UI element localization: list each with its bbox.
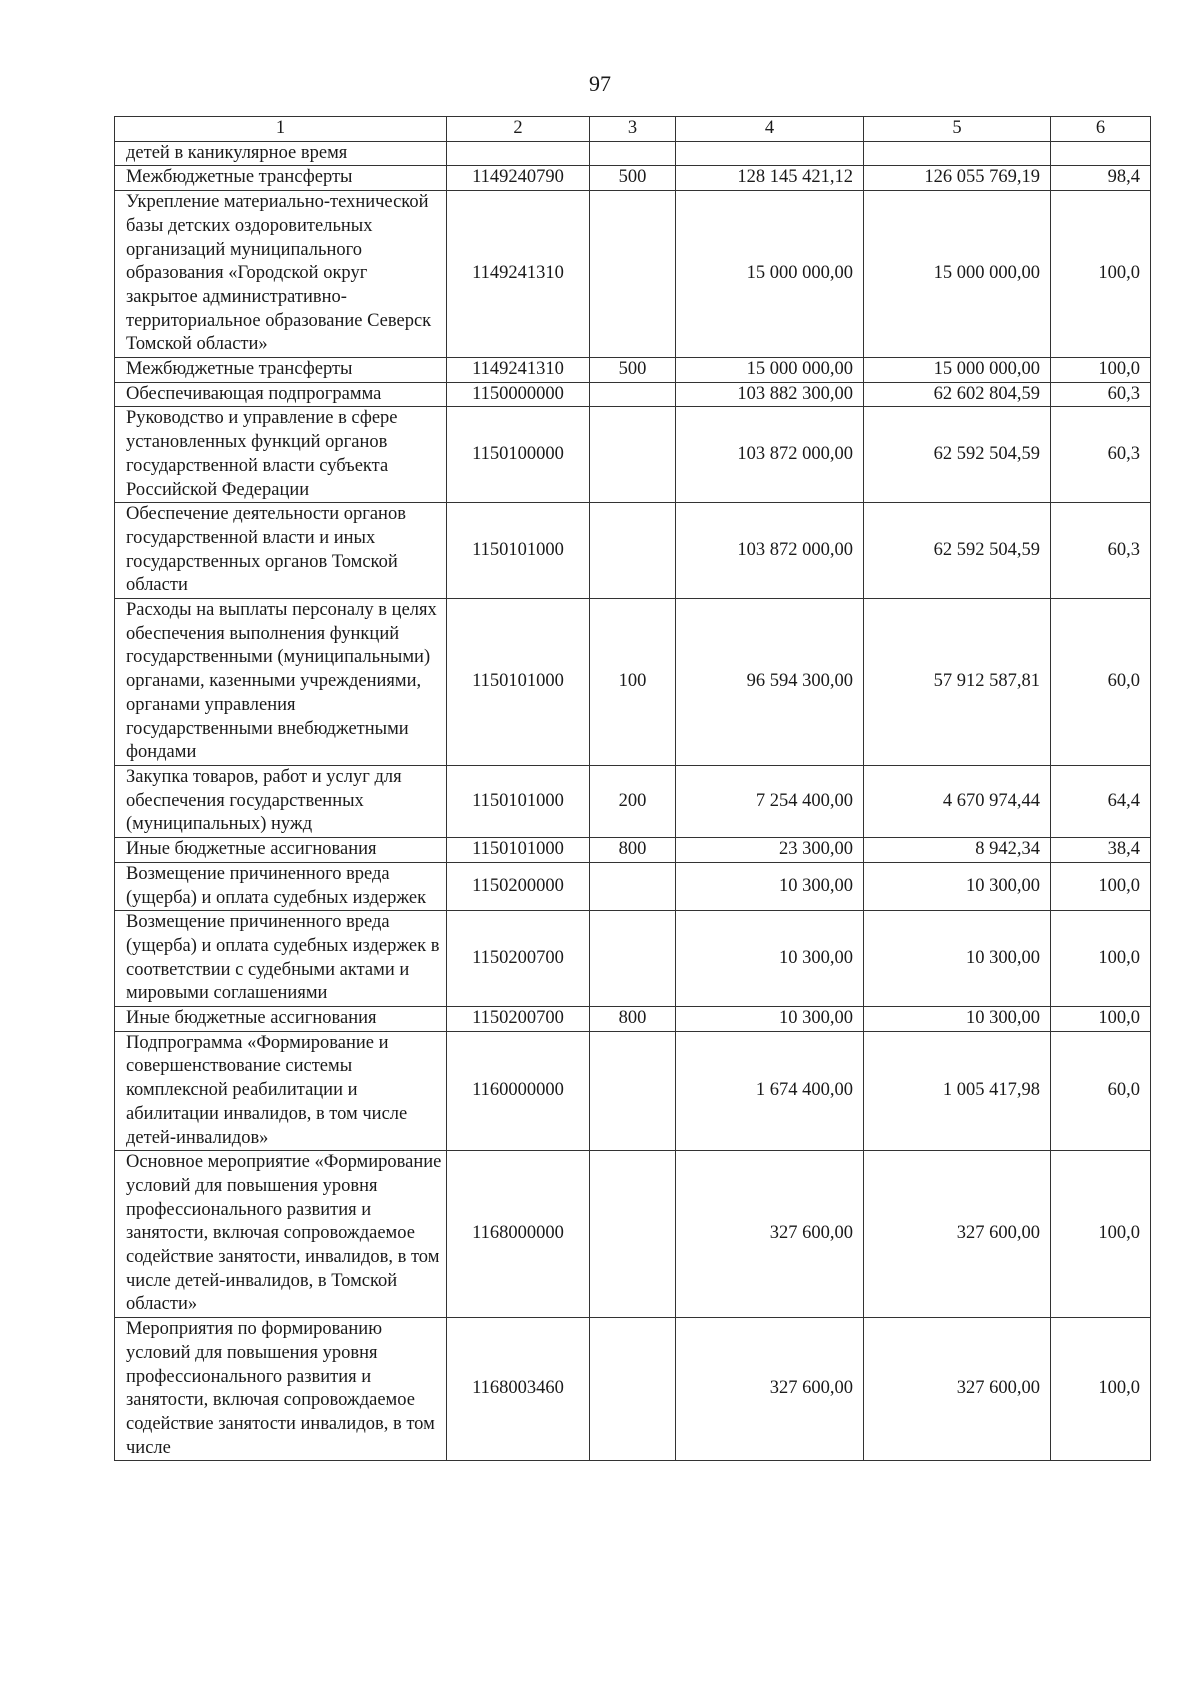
row-percent-cell: 60,0 [1051,1031,1151,1151]
row-expense-type-cell: 800 [590,1007,676,1032]
row-name-cell: Обеспечение деятельности органов государственной власти и иных государственных органов Томской области [115,503,447,599]
row-expense-type-cell [590,191,676,358]
row-percent-cell: 100,0 [1051,1318,1151,1461]
table-row [115,503,1151,599]
row-percent-cell: 60,3 [1051,407,1151,503]
row-code-cell: 1149240790 [447,166,590,191]
row-fact-cell: 8 942,34 [864,838,1051,863]
table-row [115,1151,1151,1318]
row-fact-cell: 57 912 587,81 [864,599,1051,766]
row-percent-cell: 100,0 [1051,358,1151,383]
row-name-cell: Межбюджетные трансферты [115,166,447,191]
row-name-cell: Основное мероприятие «Формирование условий для повышения уровня профессионального развития и занятости, включая сопровождаемое содействие занятости, инвалидов, в том числе детей-инвалидов, в Томской области» [115,1151,447,1318]
row-code-cell: 1150200700 [447,1007,590,1032]
row-expense-type-cell [590,141,676,166]
table-row [115,1318,1151,1461]
table-row [115,911,1151,1007]
row-expense-type-cell: 800 [590,838,676,863]
column-header-6: 6 [1051,117,1151,142]
row-expense-type-cell [590,911,676,1007]
row-plan-cell: 1 674 400,00 [676,1031,864,1151]
row-expense-type-cell [590,407,676,503]
row-percent-cell: 60,0 [1051,599,1151,766]
row-plan-cell: 96 594 300,00 [676,599,864,766]
row-code-cell: 1160000000 [447,1031,590,1151]
header-row [115,117,1151,142]
row-name-cell: Руководство и управление в сфере установленных функций органов государственной власти субъекта Российской Федерации [115,407,447,503]
table-row [115,1031,1151,1151]
row-code-cell: 1150200000 [447,862,590,910]
row-plan-cell: 327 600,00 [676,1318,864,1461]
row-percent-cell: 100,0 [1051,1151,1151,1318]
row-code-cell: 1168000000 [447,1151,590,1318]
row-code-cell: 1150101000 [447,503,590,599]
row-percent-cell: 60,3 [1051,503,1151,599]
row-plan-cell: 10 300,00 [676,862,864,910]
table-row [115,382,1151,407]
row-fact-cell: 327 600,00 [864,1318,1051,1461]
row-plan-cell: 10 300,00 [676,911,864,1007]
row-name-cell: Возмещение причиненного вреда (ущерба) и оплата судебных издержек [115,862,447,910]
table-row [115,862,1151,910]
table-row [115,765,1151,837]
row-name-cell: детей в каникулярное время [115,141,447,166]
row-code-cell: 1150101000 [447,765,590,837]
table-row [115,358,1151,383]
row-plan-cell: 7 254 400,00 [676,765,864,837]
row-plan-cell: 103 872 000,00 [676,407,864,503]
row-percent-cell: 38,4 [1051,838,1151,863]
row-fact-cell: 10 300,00 [864,911,1051,1007]
table-row [115,141,1151,166]
row-code-cell [447,141,590,166]
row-percent-cell: 64,4 [1051,765,1151,837]
row-expense-type-cell: 200 [590,765,676,837]
column-header-1: 1 [115,117,447,142]
row-code-cell: 1168003460 [447,1318,590,1461]
row-fact-cell: 10 300,00 [864,862,1051,910]
row-plan-cell: 15 000 000,00 [676,191,864,358]
row-fact-cell [864,141,1051,166]
row-plan-cell: 23 300,00 [676,838,864,863]
row-name-cell: Иные бюджетные ассигнования [115,1007,447,1032]
row-plan-cell: 15 000 000,00 [676,358,864,383]
table-row [115,838,1151,863]
row-fact-cell: 327 600,00 [864,1151,1051,1318]
row-name-cell: Иные бюджетные ассигнования [115,838,447,863]
row-plan-cell: 10 300,00 [676,1007,864,1032]
row-code-cell: 1149241310 [447,191,590,358]
row-expense-type-cell: 500 [590,166,676,191]
row-name-cell: Расходы на выплаты персоналу в целях обеспечения выполнения функций государственными (муниципальными) органами, казенными учреждениями, органами управления государственными внебюджетными фондами [115,599,447,766]
row-fact-cell: 62 602 804,59 [864,382,1051,407]
row-fact-cell: 10 300,00 [864,1007,1051,1032]
row-percent-cell [1051,141,1151,166]
row-expense-type-cell [590,382,676,407]
row-percent-cell: 100,0 [1051,911,1151,1007]
table-row [115,599,1151,766]
row-fact-cell: 62 592 504,59 [864,407,1051,503]
row-percent-cell: 60,3 [1051,382,1151,407]
row-expense-type-cell [590,1151,676,1318]
table-row [115,166,1151,191]
row-expense-type-cell [590,1318,676,1461]
row-code-cell: 1150000000 [447,382,590,407]
row-percent-cell: 98,4 [1051,166,1151,191]
row-percent-cell: 100,0 [1051,1007,1151,1032]
row-plan-cell [676,141,864,166]
row-code-cell: 1150200700 [447,911,590,1007]
column-header-3: 3 [590,117,676,142]
row-fact-cell: 15 000 000,00 [864,358,1051,383]
row-expense-type-cell [590,1031,676,1151]
column-header-4: 4 [676,117,864,142]
table-row [115,407,1151,503]
row-fact-cell: 62 592 504,59 [864,503,1051,599]
row-fact-cell: 1 005 417,98 [864,1031,1051,1151]
row-expense-type-cell: 100 [590,599,676,766]
row-name-cell: Межбюджетные трансферты [115,358,447,383]
row-name-cell: Возмещение причиненного вреда (ущерба) и оплата судебных издержек в соответствии с судебными актами и мировыми соглашениями [115,911,447,1007]
column-header-5: 5 [864,117,1051,142]
row-expense-type-cell [590,862,676,910]
row-name-cell: Закупка товаров, работ и услуг для обеспечения государственных (муниципальных) нужд [115,765,447,837]
row-code-cell: 1149241310 [447,358,590,383]
row-expense-type-cell: 500 [590,358,676,383]
table-row [115,1007,1151,1032]
row-plan-cell: 327 600,00 [676,1151,864,1318]
row-name-cell: Мероприятия по формированию условий для повышения уровня профессионального развития и занятости, включая сопровождаемое содействие занятости инвалидов, в том числе [115,1318,447,1461]
row-fact-cell: 4 670 974,44 [864,765,1051,837]
table-row [115,191,1151,358]
row-name-cell: Обеспечивающая подпрограмма [115,382,447,407]
table-header [115,117,1151,142]
column-header-2: 2 [447,117,590,142]
row-code-cell: 1150101000 [447,599,590,766]
row-plan-cell: 103 872 000,00 [676,503,864,599]
row-code-cell: 1150100000 [447,407,590,503]
table-body [115,141,1151,1461]
row-plan-cell: 103 882 300,00 [676,382,864,407]
row-fact-cell: 15 000 000,00 [864,191,1051,358]
page-number: 97 [589,71,611,96]
row-code-cell: 1150101000 [447,838,590,863]
row-plan-cell: 128 145 421,12 [676,166,864,191]
row-name-cell: Укрепление материально-технической базы детских оздоровительных организаций муниципального образования «Городской округ закрытое административно-территориальное образование Северск Томской области» [115,191,447,358]
row-percent-cell: 100,0 [1051,191,1151,358]
row-name-cell: Подпрограмма «Формирование и совершенствование системы комплексной реабилитации и абилитации инвалидов, в том числе детей-инвалидов» [115,1031,447,1151]
budget-table [114,116,1151,1461]
row-percent-cell: 100,0 [1051,862,1151,910]
row-expense-type-cell [590,503,676,599]
row-fact-cell: 126 055 769,19 [864,166,1051,191]
